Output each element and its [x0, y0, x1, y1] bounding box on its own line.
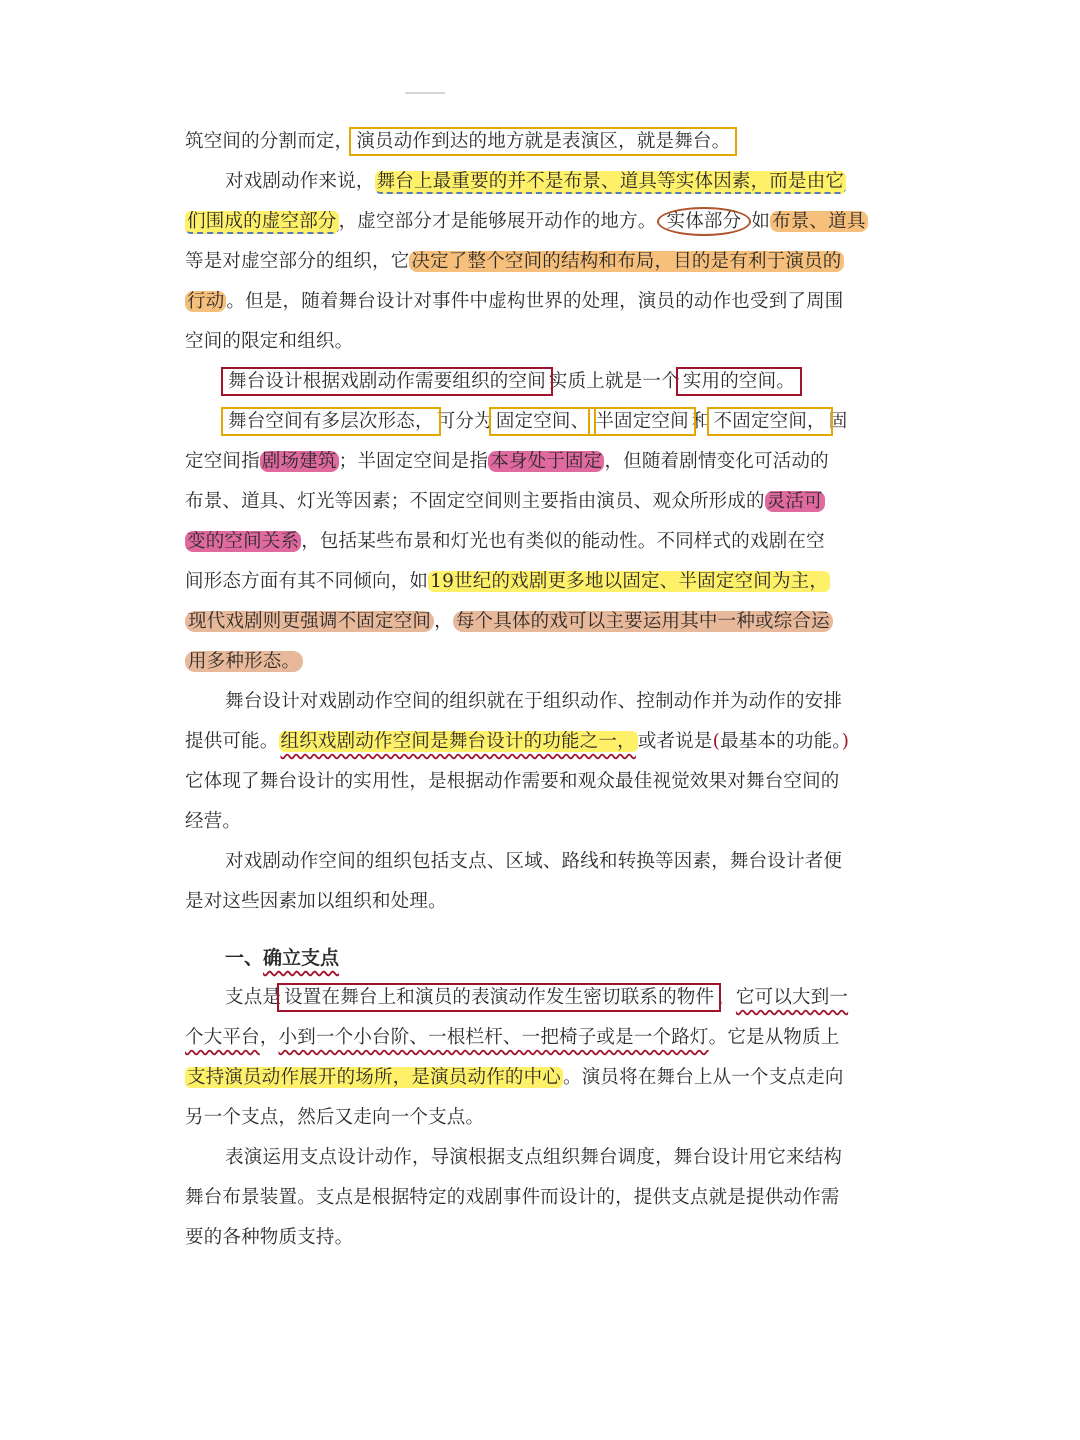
text-span: 经营。 — [185, 811, 242, 832]
highlighted-phrase: 舞台上最重要的并不是布景、道具等实体因素，而是由它 — [376, 171, 845, 192]
text-line — [185, 282, 897, 322]
highlighted-phrase: 支持演员动作展开的场所，是演员动作的中心 — [187, 1067, 562, 1088]
text-span: ， — [259, 1027, 279, 1048]
text-span: 对戏剧动作空间的组织包括支点、区域、路线和转换等因素，舞台设计者便 — [225, 851, 843, 872]
pen-bracket: ( — [712, 731, 721, 752]
text-line — [185, 202, 897, 242]
text-span: ，虚空部分才是能够展开动作的地方。 — [338, 211, 657, 232]
text-span: 空间的限定和组织。 — [185, 331, 354, 352]
text-span: 表演运用支点设计动作，导演根据支点组织舞台调度，舞台设计用它来结构 — [225, 1147, 843, 1168]
text-span: 提供可能。 — [185, 731, 279, 752]
text-span: 它体现了舞台设计的实用性，是根据动作需要和观众最佳视觉效果对舞台空间的 — [185, 771, 840, 792]
boxed-phrase: 舞台设计根据戏剧动作需要组织的空间 — [225, 371, 549, 392]
text-span: 筑空间的分割而定， — [185, 131, 354, 152]
boxed-phrase: 舞台空间有多层次形态， — [225, 411, 437, 432]
highlighted-phrase: 现代戏剧则更强调不固定空间 — [185, 611, 434, 632]
text-line — [185, 762, 897, 802]
boxed-phrase: 实用的空间。 — [680, 371, 798, 392]
text-line — [185, 1138, 897, 1178]
text-line — [185, 1018, 897, 1058]
highlighted-phrase: 决定了整个空间的结构和布局，目的是有利于演员的 — [411, 251, 842, 272]
highlighted-phrase: 剧场建筑 — [261, 451, 337, 472]
text-line — [185, 1218, 897, 1258]
text-line — [185, 402, 897, 442]
text-span: 。但是，随着舞台设计对事件中虚构世界的处理，演员的动作也受到了周围 — [226, 291, 844, 312]
text-span: 或者说是 — [637, 731, 713, 752]
highlighted-phrase: 们围成的虚空部分 — [187, 211, 337, 232]
text-line — [185, 482, 897, 522]
text-span: 定空间指 — [185, 451, 260, 472]
text-span: ，包括某些布景和灯光也有类似的能动性。不同样式的戏剧在空 — [301, 531, 825, 552]
text-span: 是对这些因素加以组织和处理。 — [185, 891, 447, 912]
circled-phrase: 实体部分 — [657, 207, 752, 236]
text-line — [185, 978, 897, 1018]
text-span: 另一个支点，然后又走向一个支点。 — [185, 1107, 485, 1128]
text-span: 舞台设计对戏剧动作空间的组织就在于组织动作、控制动作并为动作的安排 — [225, 691, 843, 712]
pen-bracket: ) — [841, 731, 850, 752]
text-span: 舞台布景装置。支点是根据特定的戏剧事件而设计的，提供支点就是提供动作需 — [185, 1187, 840, 1208]
highlighted-phrase: 用多种形态。 — [185, 651, 303, 672]
underlined-phrase: 小到一个小台阶、一根栏杆、一把椅子或是一个路灯 — [278, 1027, 709, 1048]
text-line — [185, 842, 897, 882]
boxed-phrase: 固定空间、 — [493, 411, 593, 432]
highlighted-phrase: 19世纪的戏剧更多地以固定、半固定空间为主， — [430, 571, 829, 592]
text-line — [185, 1058, 897, 1098]
boxed-phrase: 演员动作到达的地方就是表演区，就是舞台。 — [353, 131, 733, 152]
text-span: 可分为 — [436, 411, 493, 432]
heading-title: 确立支点 — [263, 947, 340, 969]
text-span: 。它是从物质上 — [708, 1027, 840, 1048]
text-line — [185, 362, 897, 402]
highlighted-phrase: 本身处于固定 — [490, 451, 603, 472]
text-span: ；半固定空间是指 — [338, 451, 489, 472]
text-span: 。演员将在舞台上从一个支点走向 — [563, 1067, 844, 1088]
highlighted-phrase: 变的空间关系 — [187, 531, 300, 552]
underlined-phrase: 它可以大到一 — [735, 987, 849, 1008]
text-line — [185, 322, 897, 362]
highlighted-phrase: 每个具体的戏可以主要运用其中一种或综合运 — [453, 611, 833, 632]
text-line — [185, 802, 897, 842]
text-span: ， — [434, 611, 453, 632]
text-span: 间形态方面有其不同倾向，如 — [185, 571, 429, 592]
text-span: ，但随着剧情变化可活动的 — [604, 451, 829, 472]
text-line — [185, 722, 897, 762]
text-line — [185, 242, 897, 282]
text-line — [185, 1178, 897, 1218]
boxed-phrase: 不固定空间， — [711, 411, 829, 432]
text-line — [185, 122, 897, 162]
book-page — [185, 122, 897, 1258]
text-line — [185, 562, 897, 602]
text-span: 支点是 — [225, 987, 282, 1008]
text-span: 实质上就是一个 — [548, 371, 680, 392]
text-span: 固 — [828, 411, 848, 432]
text-line — [185, 522, 897, 562]
text-span: ， — [717, 987, 736, 1008]
text-span: 要的各种物质支持。 — [185, 1227, 354, 1248]
text-span: 和 — [691, 411, 711, 432]
text-span: 对戏剧动作来说， — [225, 171, 375, 192]
highlighted-phrase: 布景、道具 — [772, 211, 866, 232]
scan-mark — [405, 92, 445, 94]
text-line — [185, 602, 897, 642]
text-span: 布景、道具、灯光等因素；不固定空间则主要指由演员、观众所形成的 — [185, 491, 765, 512]
text-line — [185, 162, 897, 202]
text-line — [185, 642, 897, 682]
highlighted-phrase: 灵活可 — [766, 491, 823, 512]
text-line — [185, 1098, 897, 1138]
underlined-phrase: 个大平台 — [185, 1027, 260, 1048]
boxed-phrase: 半固定空间 — [592, 411, 692, 432]
highlighted-phrase: 组织戏剧动作空间是舞台设计的功能之一， — [280, 731, 636, 752]
text-span: 最基本的功能。 — [720, 731, 842, 752]
text-span: 如 — [751, 211, 771, 232]
highlighted-phrase: 行动 — [187, 291, 225, 312]
section-heading — [185, 938, 897, 978]
heading-number: 一、 — [225, 947, 264, 969]
boxed-phrase: 设置在舞台上和演员的表演动作发生密切联系的物件 — [281, 987, 717, 1008]
text-span: 等是对虚空部分的组织，它 — [185, 251, 410, 272]
text-line — [185, 682, 897, 722]
text-line — [185, 882, 897, 922]
text-line — [185, 442, 897, 482]
